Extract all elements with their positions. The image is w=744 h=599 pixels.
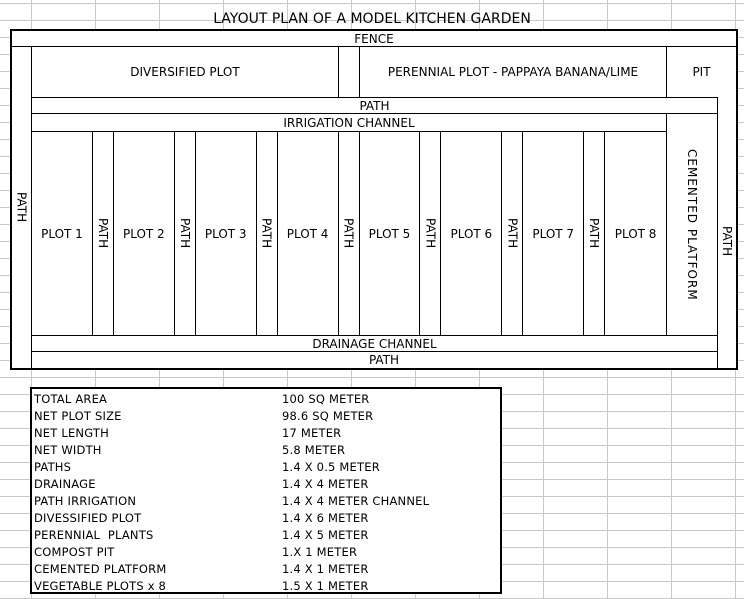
page-title: LAYOUT PLAN OF A MODEL KITCHEN GARDEN xyxy=(213,11,531,27)
inner-path: PATH xyxy=(502,132,523,335)
plot-8: PLOT 8 xyxy=(605,132,667,335)
spec-value: 5.8 METER xyxy=(282,442,346,457)
spec-label: DIVESSIFIED PLOT xyxy=(34,510,142,525)
spec-value: 1.4 X 6 METER xyxy=(282,510,369,525)
spec-row xyxy=(32,475,500,492)
spec-label: NET WIDTH xyxy=(34,442,102,457)
plot-6: PLOT 6 xyxy=(441,132,502,335)
left-path: PATH xyxy=(12,47,32,368)
inner-path: PATH xyxy=(257,132,278,335)
spec-label: DRAINAGE xyxy=(34,476,96,491)
spec-row xyxy=(32,441,500,458)
spec-label: PERENNIAL PLANTS xyxy=(34,527,154,542)
irrigation-channel: IRRIGATION CHANNEL xyxy=(32,114,667,132)
spec-value: 1.4 X 4 METER CHANNEL xyxy=(282,493,430,508)
top-path: PATH xyxy=(32,97,718,114)
spec-row xyxy=(32,492,500,509)
plot-3: PLOT 3 xyxy=(196,132,257,335)
compost-pit: PIT xyxy=(692,65,711,79)
inner-path: PATH xyxy=(584,132,605,335)
spec-value: 1.4 X 4 METER xyxy=(282,476,369,491)
inner-path: PATH xyxy=(420,132,441,335)
spec-row xyxy=(32,543,500,560)
diversified-plot: DIVERSIFIED PLOT xyxy=(32,47,339,97)
vegetable-plots-row xyxy=(32,132,667,335)
spec-label: NET LENGTH xyxy=(34,425,109,440)
spec-value: 1.4 X 1 METER xyxy=(282,561,369,576)
right-path: PATH xyxy=(717,114,736,368)
spec-label: VEGETABLE PLOTS x 8 xyxy=(34,578,167,593)
cemented-platform: CEMENTED PLATFORM xyxy=(685,148,699,301)
bottom-path: PATH xyxy=(368,353,400,367)
spec-row xyxy=(32,407,500,424)
spec-value: 98.6 SQ METER xyxy=(282,408,374,423)
fence-label: FENCE xyxy=(12,31,736,47)
spec-value: 1.4 X 5 METER xyxy=(282,527,369,542)
divider-strip xyxy=(339,47,360,97)
perennial-plot: PERENNIAL PLOT - PAPPAYA BANANA/LIME xyxy=(360,47,667,97)
spec-label: PATH IRRIGATION xyxy=(34,493,137,508)
spec-row xyxy=(32,390,500,407)
inner-path: PATH xyxy=(93,132,114,335)
spec-row xyxy=(32,577,500,594)
spec-row xyxy=(32,458,500,475)
plot-2: PLOT 2 xyxy=(114,132,175,335)
spec-value: 100 SQ METER xyxy=(282,391,370,406)
spec-row xyxy=(32,526,500,543)
spec-label: TOTAL AREA xyxy=(34,391,108,406)
spec-value: 1.X 1 METER xyxy=(282,544,358,559)
spec-label: COMPOST PIT xyxy=(34,544,115,559)
spec-row xyxy=(32,424,500,441)
plot-1: PLOT 1 xyxy=(32,132,93,335)
plot-4: PLOT 4 xyxy=(278,132,339,335)
inner-path: PATH xyxy=(175,132,196,335)
spec-value: 1.5 X 1 METER xyxy=(282,578,369,593)
spec-row xyxy=(32,560,500,577)
spec-label: NET PLOT SIZE xyxy=(34,408,122,423)
plot-7: PLOT 7 xyxy=(523,132,584,335)
spec-value: 17 METER xyxy=(282,425,342,440)
specs-table xyxy=(30,387,502,594)
drainage-channel: DRAINAGE CHANNEL xyxy=(32,335,718,352)
spec-label: CEMENTED PLATFORM xyxy=(34,561,167,576)
spec-row xyxy=(32,509,500,526)
plot-5: PLOT 5 xyxy=(360,132,421,335)
inner-path: PATH xyxy=(339,132,360,335)
spec-label: PATHS xyxy=(34,459,72,474)
spec-value: 1.4 X 0.5 METER xyxy=(282,459,380,474)
